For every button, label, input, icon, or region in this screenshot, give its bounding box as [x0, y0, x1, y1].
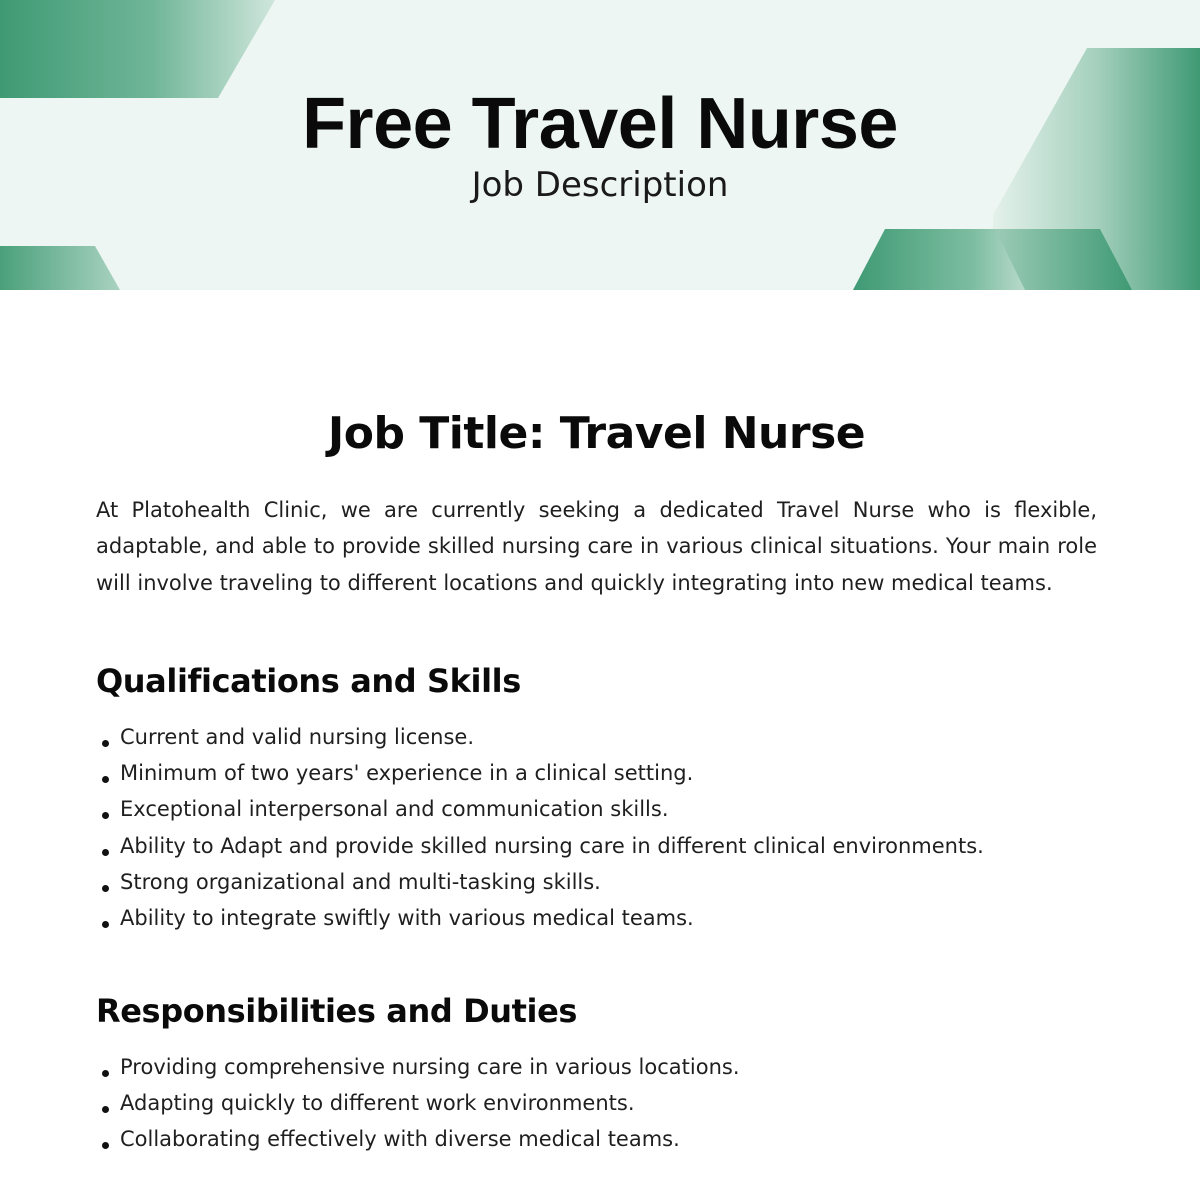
bullet-icon: [102, 849, 109, 856]
list-item-text: Ability to integrate swiftly with various medical teams.: [120, 906, 694, 931]
list-item-text: Exceptional interpersonal and communication skills.: [120, 797, 669, 822]
list-item-text: Collaborating effectively with diverse medical teams.: [120, 1127, 680, 1152]
qualifications-list: [96, 719, 1097, 937]
list-item-text: Strong organizational and multi-tasking skills.: [120, 870, 601, 895]
qualifications-section: [96, 659, 1097, 937]
bullet-icon: [102, 921, 109, 928]
bullet-icon: [102, 812, 109, 819]
list-item: [96, 1049, 1097, 1085]
list-item: [96, 864, 1097, 900]
responsibilities-heading: Responsibilities and Duties: [96, 991, 578, 1030]
bottom-middle-shape: [853, 229, 1025, 290]
list-item-text: Adapting quickly to different work environments.: [120, 1090, 635, 1115]
list-item-text: Providing comprehensive nursing care in various locations.: [120, 1054, 740, 1079]
document-body: [96, 404, 1097, 1158]
bullet-icon: [102, 885, 109, 892]
list-item: [96, 755, 1097, 791]
header-banner: [0, 0, 1200, 290]
banner-title: Free Travel Nurse: [302, 84, 898, 164]
bullet-icon: [102, 740, 109, 747]
responsibilities-list: [96, 1049, 1097, 1158]
intro-paragraph: At Platohealth Clinic, we are currently seeking a dedicated Travel Nurse who is flexible, adaptable, and able to provide skilled nursing care in various clinical situations. Your main role will involve traveling to different locations and quickly integrating into new medical teams.: [96, 498, 1097, 595]
bullet-icon: [102, 776, 109, 783]
list-item: [96, 791, 1097, 827]
responsibilities-section: [96, 989, 1097, 1158]
list-item-text: Ability to Adapt and provide skilled nursing care in different clinical environments.: [120, 833, 984, 858]
list-item: [96, 1121, 1097, 1157]
list-item: [96, 828, 1097, 864]
bullet-icon: [102, 1070, 109, 1077]
list-item: [96, 719, 1097, 755]
banner-subtitle: Job Description: [471, 165, 729, 205]
list-item-text: Minimum of two years' experience in a clinical setting.: [120, 761, 694, 786]
qualifications-heading: Qualifications and Skills: [96, 661, 521, 700]
list-item-text: Current and valid nursing license.: [120, 724, 475, 749]
job-title: Job Title: Travel Nurse: [327, 408, 866, 459]
bullet-icon: [102, 1106, 109, 1113]
bullet-icon: [102, 1142, 109, 1149]
list-item: [96, 900, 1097, 936]
list-item: [96, 1085, 1097, 1121]
bottom-left-shape: [0, 246, 120, 290]
